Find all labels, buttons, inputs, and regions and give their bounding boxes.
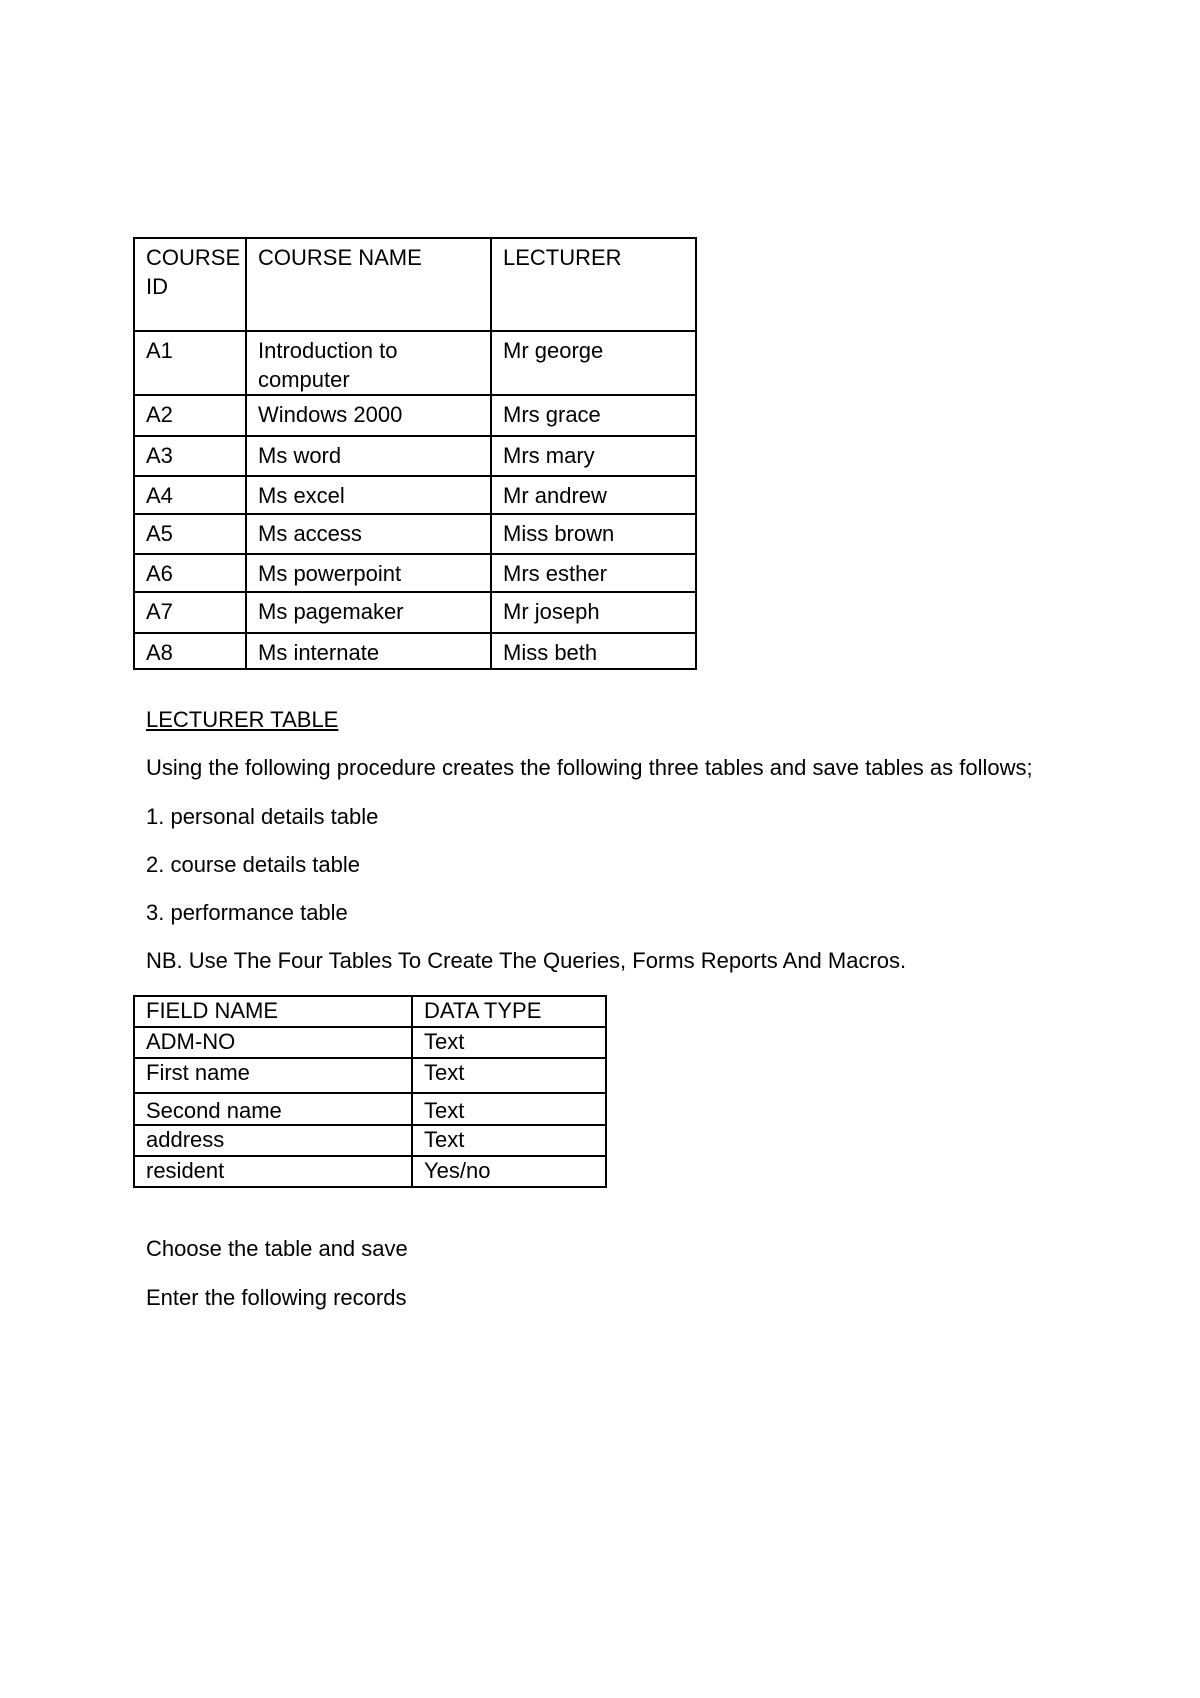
lecturer-cell: Mrs mary: [491, 436, 696, 476]
table-row: [134, 331, 696, 395]
header-field-name: FIELD NAME: [134, 996, 412, 1027]
field-name-cell: ADM-NO: [134, 1027, 412, 1058]
step-item: 3. performance table: [146, 900, 348, 925]
step-item: 1. personal details table: [146, 804, 379, 829]
course-id-cell: A4: [134, 476, 246, 514]
course-id-cell: A5: [134, 514, 246, 554]
course-name-cell: Ms word: [246, 436, 491, 476]
lecturer-cell: Mr andrew: [491, 476, 696, 514]
data-type-cell: Text: [412, 1125, 606, 1156]
table-row: [134, 436, 696, 476]
table-row: [134, 1125, 606, 1156]
closing-line: Enter the following records: [146, 1285, 407, 1310]
course-id-cell: A2: [134, 395, 246, 436]
lecturer-cell: Miss beth: [491, 633, 696, 669]
table-header-row: [134, 238, 696, 331]
closing-line: Choose the table and save: [146, 1236, 408, 1261]
data-type-cell: Text: [412, 1058, 606, 1093]
course-id-cell: A6: [134, 554, 246, 592]
note-text: NB. Use The Four Tables To Create The Queries, Forms Reports And Macros.: [146, 948, 907, 973]
table-row: [134, 514, 696, 554]
field-name-cell: address: [134, 1125, 412, 1156]
table-row: [134, 554, 696, 592]
course-name-cell: Ms internate: [246, 633, 491, 669]
step-item: 2. course details table: [146, 852, 361, 877]
intro-paragraph: Using the following procedure creates the following three tables and save tables as follows;: [146, 755, 1033, 780]
data-type-cell: Text: [412, 1027, 606, 1058]
course-id-cell: A3: [134, 436, 246, 476]
course-id-cell: A8: [134, 633, 246, 669]
table-row: [134, 395, 696, 436]
lecturer-cell: Mr joseph: [491, 592, 696, 633]
table-row: [134, 476, 696, 514]
table-row: [134, 1093, 606, 1125]
data-type-cell: Yes/no: [412, 1156, 606, 1187]
table-row: [134, 592, 696, 633]
course-name-cell: Ms excel: [246, 476, 491, 514]
table-row: [134, 1156, 606, 1187]
course-name-cell: Ms powerpoint: [246, 554, 491, 592]
course-name-cell: Introduction to computer: [246, 331, 491, 395]
header-course-name: COURSE NAME: [246, 238, 491, 331]
section-title: LECTURER TABLE: [146, 707, 339, 732]
header-data-type: DATA TYPE: [412, 996, 606, 1027]
table-row: [134, 633, 696, 669]
course-id-cell: A7: [134, 592, 246, 633]
field-name-cell: First name: [134, 1058, 412, 1093]
header-course-id: COURSE ID: [134, 238, 246, 331]
field-name-cell: Second name: [134, 1093, 412, 1125]
table-row: [134, 1058, 606, 1093]
table-header-row: [134, 996, 606, 1027]
course-name-cell: Windows 2000: [246, 395, 491, 436]
lecturer-cell: Miss brown: [491, 514, 696, 554]
table-row: [134, 1027, 606, 1058]
course-name-cell: Ms access: [246, 514, 491, 554]
header-lecturer: LECTURER: [491, 238, 696, 331]
course-id-cell: A1: [134, 331, 246, 395]
course-name-cell: Ms pagemaker: [246, 592, 491, 633]
lecturer-cell: Mrs esther: [491, 554, 696, 592]
lecturer-cell: Mrs grace: [491, 395, 696, 436]
field-table: [133, 995, 607, 1188]
field-name-cell: resident: [134, 1156, 412, 1187]
data-type-cell: Text: [412, 1093, 606, 1125]
course-table: [133, 237, 697, 670]
lecturer-cell: Mr george: [491, 331, 696, 395]
